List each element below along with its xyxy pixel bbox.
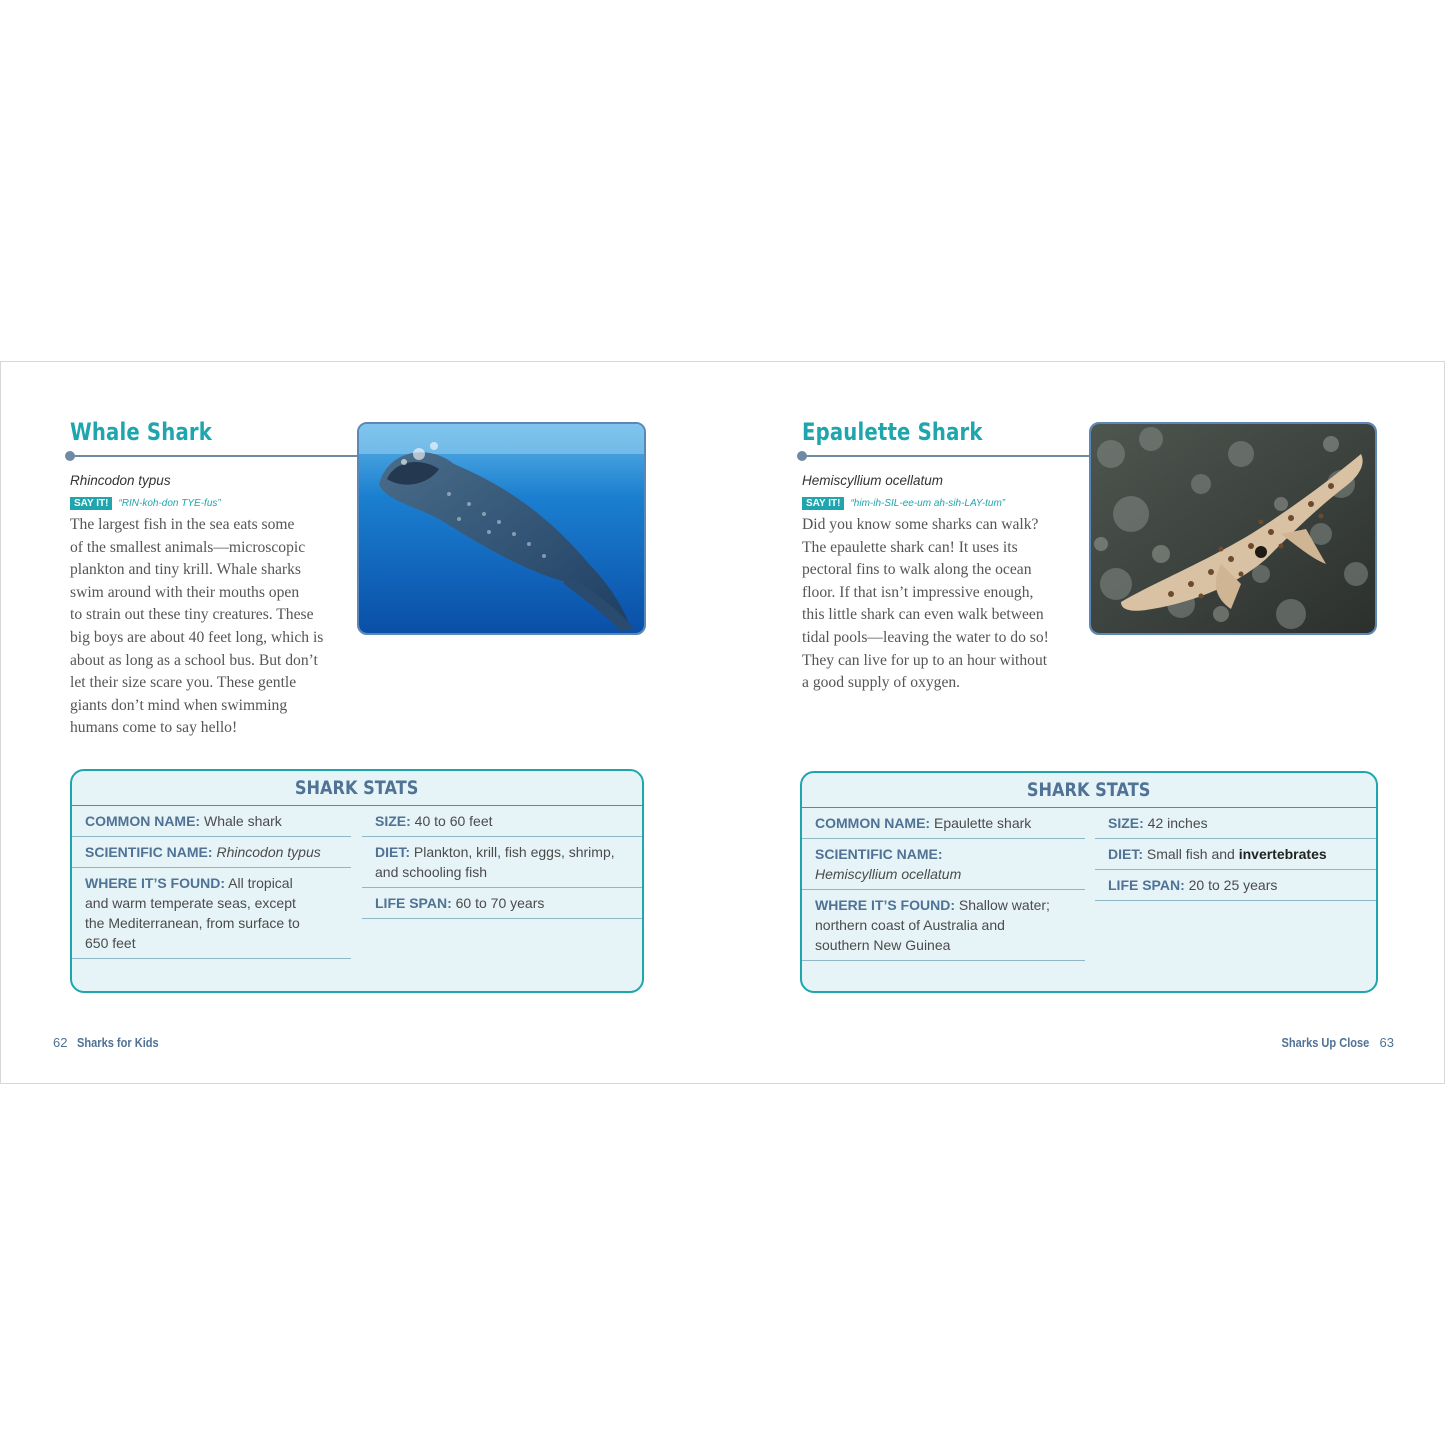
stat-lifespan: LIFE SPAN: 20 to 25 years [1095, 870, 1376, 901]
body-line: The largest fish in the sea eats some [70, 516, 295, 533]
title-rule [69, 455, 359, 457]
stat-size: SIZE: 42 inches [1095, 808, 1376, 839]
stats-column-right [1095, 808, 1376, 901]
body-line: giants don’t mind when swimming [70, 696, 288, 714]
stats-column-left [802, 808, 1085, 961]
body-line: tidal pools—leaving the water to do so! [802, 628, 1049, 646]
stat-diet: DIET: Plankton, krill, fish eggs, shrimp, and schooling fish [362, 837, 642, 888]
body-line: a good supply of oxygen. [802, 674, 961, 692]
stat-common-name: COMMON NAME: Epaulette shark [802, 808, 1085, 839]
pronunciation: “him-ih-SIL-ee-um ah-sih-LAY-tum” [850, 498, 1006, 509]
scientific-name: Rhincodon typus [70, 473, 171, 488]
stat-scientific-name: SCIENTIFIC NAME: Hemiscyllium ocellatum [802, 839, 1085, 890]
say-it-tag: SAY IT! [802, 497, 844, 510]
body-line: to strain out these tiny creatures. These [70, 606, 314, 624]
body-text [802, 514, 1049, 695]
body-line: swim around with their mouths open [70, 583, 300, 601]
page-number: 63 [1379, 1035, 1394, 1050]
body-line: pectoral fins to walk along the ocean [802, 561, 1032, 579]
stat-size: SIZE: 40 to 60 feet [362, 806, 642, 837]
body-line: floor. If that isn’t impressive enough, [802, 583, 1034, 601]
body-line: humans come to say hello! [70, 719, 238, 737]
body-line: The epaulette shark can! It uses its [802, 538, 1018, 556]
body-line: of the smallest animals—microscopic [70, 538, 306, 556]
body-line: this little shark can even walk between [802, 606, 1044, 624]
whale-shark-photo [357, 422, 646, 635]
pronunciation: “RIN-koh-don TYE-fus” [118, 498, 221, 509]
section-title: Sharks Up Close [1281, 1035, 1370, 1050]
say-it [802, 497, 1005, 510]
shark-stats-box [800, 771, 1378, 993]
body-line: big boys are about 40 feet long, which is [70, 628, 324, 646]
stat-scientific-name: SCIENTIFIC NAME: Rhincodon typus [72, 837, 351, 868]
page-title: Whale Shark [70, 418, 213, 446]
stats-column-right [362, 806, 642, 919]
say-it [70, 497, 221, 510]
stat-where-found: WHERE IT’S FOUND: All tropical and warm temperate seas, except the Mediterranean, from surface to 650 feet [72, 868, 351, 959]
body-line: about as long as a school bus. But don’t [70, 651, 318, 669]
stat-diet: DIET: Small fish and invertebrates [1095, 839, 1376, 870]
stat-common-name: COMMON NAME: Whale shark [72, 806, 351, 837]
shark-stats-title: SHARK STATS [72, 771, 642, 806]
title-rule [801, 455, 1091, 457]
page-number: 62 [53, 1035, 68, 1050]
scientific-name: Hemiscyllium ocellatum [802, 473, 944, 488]
left-page [1, 362, 722, 1083]
body-line: Did you know some sharks can walk? [802, 516, 1039, 533]
body-line: let their size scare you. These gentle [70, 674, 297, 692]
stat-where-found: WHERE IT’S FOUND: Shallow water; northern coast of Australia and southern New Guinea [802, 890, 1085, 961]
page-title: Epaulette Shark [802, 418, 983, 446]
book-title: Sharks for Kids [77, 1035, 160, 1050]
body-line: They can live for up to an hour without [802, 651, 1048, 669]
body-line: plankton and tiny krill. Whale sharks [70, 561, 301, 579]
shark-stats-title: SHARK STATS [802, 773, 1376, 808]
say-it-tag: SAY IT! [70, 497, 112, 510]
stats-column-left [72, 806, 351, 959]
folio-left [53, 1035, 174, 1050]
folio-right [1266, 1035, 1394, 1050]
shark-stats-box [70, 769, 644, 993]
right-page [723, 362, 1444, 1083]
book-spread [0, 361, 1445, 1084]
stat-lifespan: LIFE SPAN: 60 to 70 years [362, 888, 642, 919]
body-text [70, 514, 323, 740]
epaulette-shark-photo [1089, 422, 1377, 635]
